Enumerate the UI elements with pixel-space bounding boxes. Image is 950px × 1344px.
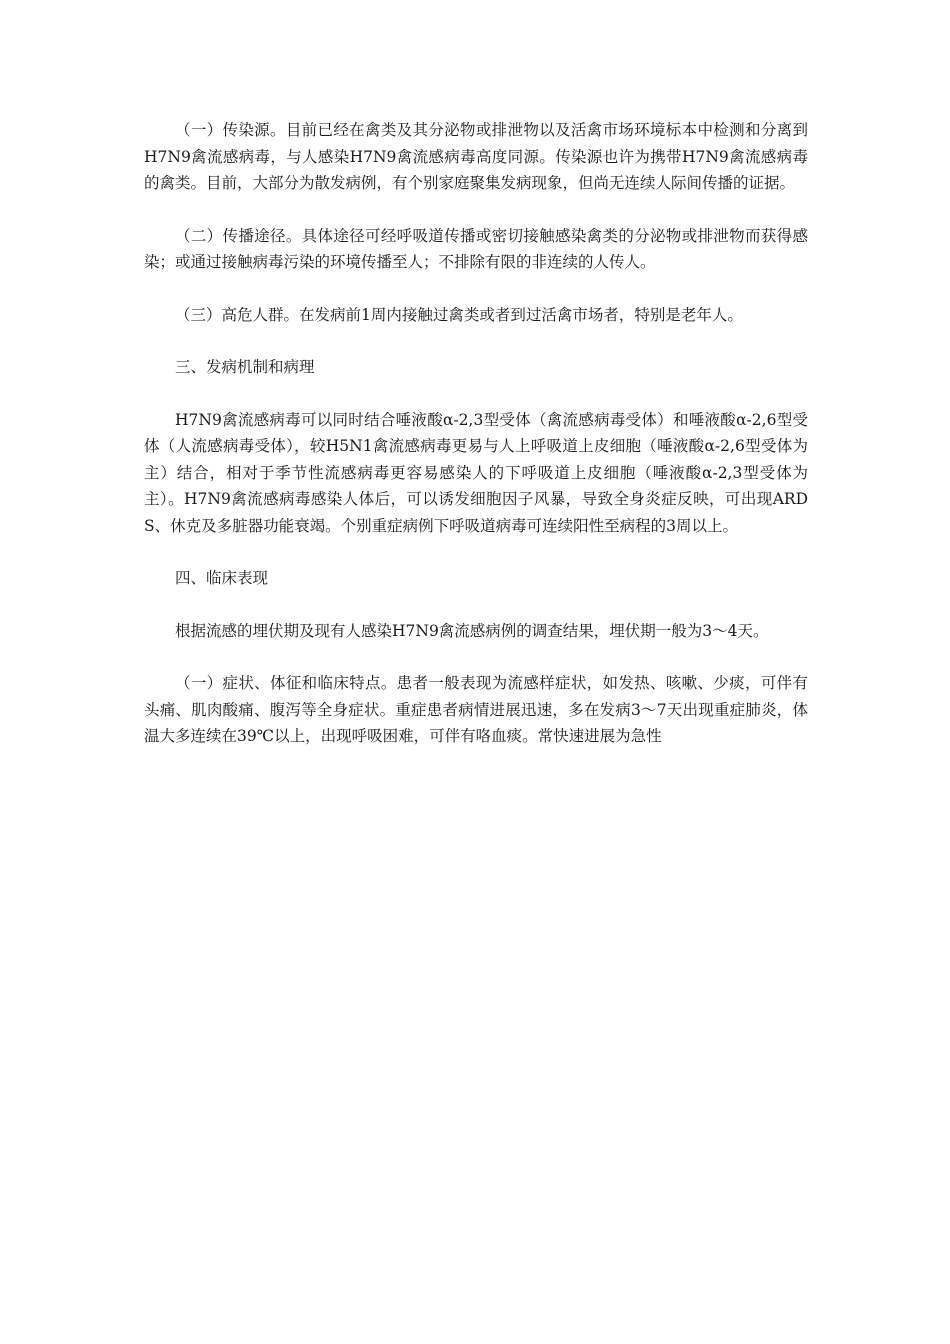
paragraph-symptoms: （一）症状、体征和临床特点。患者一般表现为流感样症状，如发热、咳嗽、少痰，可伴有头痛、肌肉酸痛、腹泻等全身症状。重症患者病情进展迅速，多在发病3～7天出现重症肺炎，体温大多连续在39℃以上，出现呼吸困难，可伴有咯血痰。常快速进展为急性: [144, 674, 808, 745]
paragraph-transmission-route: （二）传播途径。具体途径可经呼吸道传播或密切接触感染禽类的分泌物或排泄物而获得感染；或通过接触病毒污染的环境传播至人；不排除有限的非连续的人传人。: [144, 226, 808, 271]
paragraph-high-risk-groups: （三）高危人群。在发病前1周内接触过禽类或者到过活禽市场者，特别是老年人。: [175, 305, 743, 324]
section-heading-clinical: 四、临床表现: [175, 569, 269, 587]
paragraph-incubation: 根据流感的埋伏期及现有人感染H7N9禽流感病例的调查结果，埋伏期一般为3～4天。: [175, 621, 769, 640]
paragraph-pathogenesis: H7N9禽流感病毒可以同时结合唾液酸α-2,3型受体（禽流感病毒受体）和唾液酸α-2,6型受体（人流感病毒受体），较H5N1禽流感病毒更易与人上呼吸道上皮细胞（唾液酸α-2,6型受体为主）结合，相对于季节性流感病毒更容易感染人的下呼吸道上皮细胞（唾液酸α-2,3型受体为主）。H7N9禽流感病毒感染人体后，可以诱发细胞因子风暴，导致全身炎症反映，可出现ARDS、休克及多脏器功能衰竭。个别重症病例下呼吸道病毒可连续阳性至病程的3周以上。: [144, 410, 808, 535]
section-heading-pathogenesis: 三、发病机制和病理: [175, 358, 315, 376]
document-body: [144, 117, 808, 750]
paragraph-infection-source: （一）传染源。目前已经在禽类及其分泌物或排泄物以及活禽市场环境标本中检测和分离到H7N9禽流感病毒，与人感染H7N9禽流感病毒高度同源。传染源也许为携带H7N9禽流感病毒的禽类。目前，大部分为散发病例，有个别家庭聚集发病现象，但尚无连续人际间传播的证据。: [144, 121, 808, 192]
